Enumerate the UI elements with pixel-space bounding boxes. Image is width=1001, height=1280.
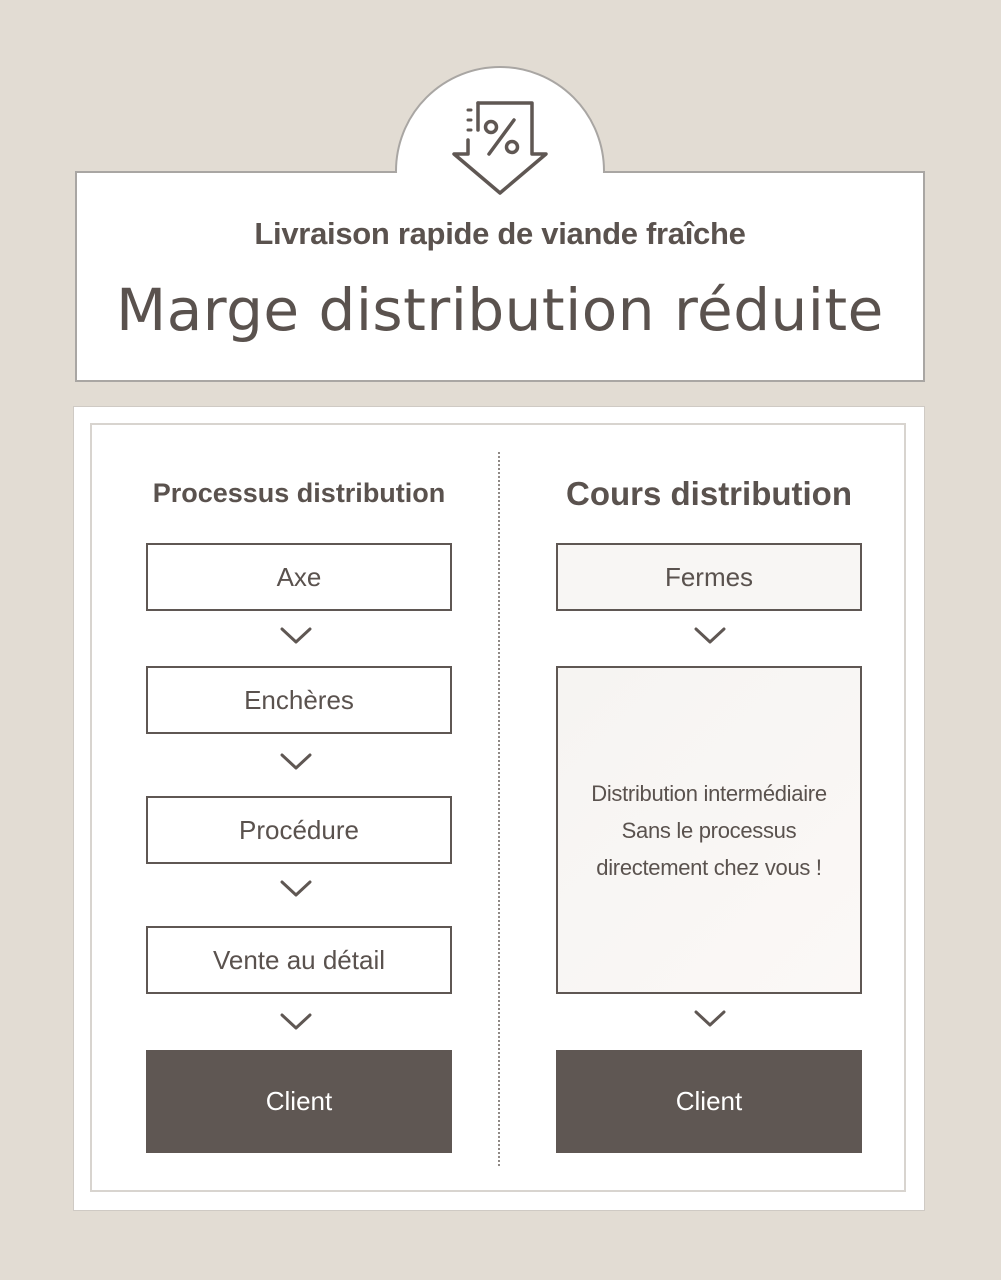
chevron-down-icon: [280, 1013, 312, 1031]
direct-distribution-line-1: Distribution intermédiaire: [591, 780, 827, 806]
chevron-down-icon: [280, 627, 312, 645]
left-step-client: Client: [146, 1050, 452, 1153]
direct-distribution-line-2: Sans le processus: [621, 817, 797, 843]
left-column-title: Processus distribution: [152, 478, 446, 508]
left-step-encheres: Enchères: [146, 666, 452, 734]
chevron-down-icon: [694, 627, 726, 645]
left-step-vente-au-detail: Vente au détail: [146, 926, 452, 994]
right-step-client: Client: [556, 1050, 862, 1153]
column-divider: [498, 452, 500, 1166]
right-step-fermes: Fermes: [556, 543, 862, 611]
chevron-down-icon: [280, 880, 312, 898]
chevron-down-icon: [694, 1010, 726, 1028]
left-step-procedure: Procédure: [146, 796, 452, 864]
right-column-title: Cours distribution: [566, 475, 852, 512]
chevron-down-icon: [280, 753, 312, 771]
left-step-axe: Axe: [146, 543, 452, 611]
direct-distribution-line-3: directement chez vous !: [596, 854, 822, 880]
discount-percent-arrow-icon: [452, 100, 548, 196]
header-subtitle: Livraison rapide de viande fraîche: [254, 216, 746, 251]
page-title: Marge distribution réduite: [116, 276, 884, 344]
right-step-direct-distribution: [556, 666, 862, 994]
